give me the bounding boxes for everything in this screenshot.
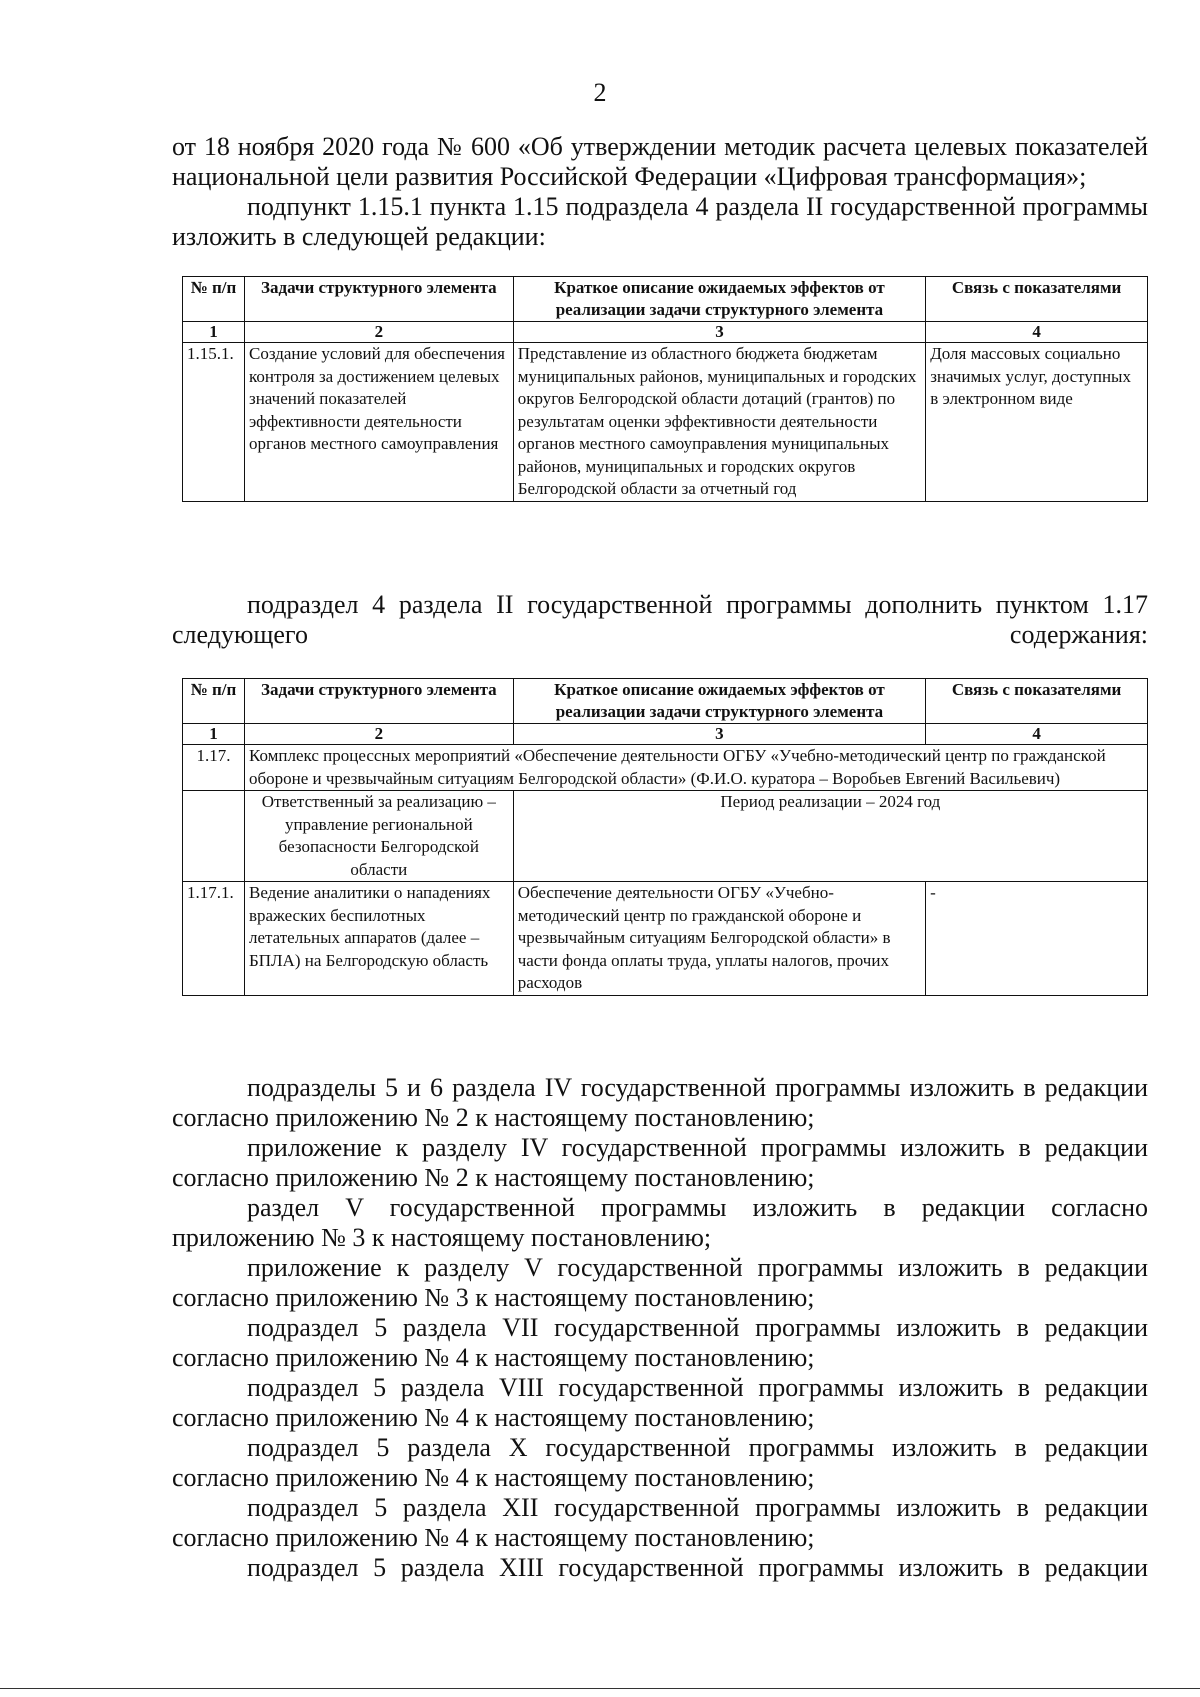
complex-row xyxy=(183,745,1148,791)
row-indicator-link: Доля массовых социально значимых услуг, доступных в электронном виде xyxy=(926,343,1148,502)
header-task: Задачи структурного элемента xyxy=(244,277,513,322)
header-effect: Краткое описание ожидаемых эффектов от реализации задачи структурного элемента xyxy=(513,679,925,724)
page-number: 2 xyxy=(593,78,607,107)
amendment-paragraph: приложение к разделу V государственной программы изложить в редакции согласно приложению № 3 к настоящему постановлению; xyxy=(172,1253,1148,1312)
column-number: 1 xyxy=(183,322,245,343)
table-header-row xyxy=(183,679,1148,724)
header-number: № п/п xyxy=(183,277,245,322)
table-header-row xyxy=(183,277,1148,322)
row-effect: Представление из областного бюджета бюджетам муниципальных районов, муниципальных и городских округов Белгородской области дотаций (грантов) по результатам оценки эффективности деятельности органов местного самоуправления муниципальных районов, муниципальных и городских округов Белгородской области за отчетный год xyxy=(513,343,925,502)
amendment-paragraph: приложение к разделу IV государственной программы изложить в редакции согласно приложению № 2 к настоящему постановлению; xyxy=(172,1133,1148,1192)
row-effect: Обеспечение деятельности ОГБУ «Учебно-методический центр по гражданской обороне и чрезвычайным ситуациям Белгородской области» в части фонда оплаты труда, уплаты налогов, прочих расходов xyxy=(513,882,925,996)
amendment-paragraph: подраздел 5 раздела VIII государственной программы изложить в редакции согласно приложению № 4 к настоящему постановлению; xyxy=(172,1373,1148,1432)
row-number: 1.15.1. xyxy=(183,343,245,502)
row-task: Ведение аналитики о нападениях вражеских беспилотных летательных аппаратов (далее – БПЛА) на Белгородскую область xyxy=(244,882,513,996)
responsible-unit: Ответственный за реализацию – управление региональной безопасности Белгородской области xyxy=(244,791,513,882)
header-effect: Краткое описание ожидаемых эффектов от реализации задачи структурного элемента xyxy=(513,277,925,322)
column-number-row xyxy=(183,322,1148,343)
paragraph-subitem-1-15-1: подпункт 1.15.1 пункта 1.15 подраздела 4 раздела II государственной программы изложить в следующей редакции: xyxy=(172,192,1148,251)
table-row xyxy=(183,882,1148,996)
row-number: 1.17.1. xyxy=(183,882,245,996)
row-indicator-link: - xyxy=(926,882,1148,996)
row-task: Создание условий для обеспечения контроля за достижением целевых значений показателей эффективности деятельности органов местного самоуправления xyxy=(244,343,513,502)
amendment-paragraph: подраздел 5 раздела X государственной программы изложить в редакции согласно приложению № 4 к настоящему постановлению; xyxy=(172,1433,1148,1492)
amendment-paragraph: подразделы 5 и 6 раздела IV государственной программы изложить в редакции согласно приложению № 2 к настоящему постановлению; xyxy=(172,1073,1148,1132)
column-number: 2 xyxy=(244,724,513,745)
amendment-paragraph: подраздел 5 раздела VII государственной программы изложить в редакции согласно приложению № 4 к настоящему постановлению; xyxy=(172,1313,1148,1372)
paragraph-add-item-1-17: подраздел 4 раздела II государственной программы дополнить пунктом 1.17 следующего содержания: xyxy=(172,590,1148,649)
column-number: 4 xyxy=(926,322,1148,343)
header-link: Связь с показателями xyxy=(926,679,1148,724)
page-bottom-edge xyxy=(0,1688,1200,1689)
complex-number: 1.17. xyxy=(183,745,245,791)
amendment-paragraph-continued: подраздел 5 раздела XIII государственной программы изложить в редакции xyxy=(247,1553,1148,1582)
column-number: 3 xyxy=(513,724,925,745)
table-subitem-1-15-1 xyxy=(182,276,1148,502)
column-number-row xyxy=(183,724,1148,745)
amendment-paragraph: раздел V государственной программы изложить в редакции согласно приложению № 3 к настоящему постановлению; xyxy=(172,1193,1148,1252)
paragraph-order-reference: от 18 ноября 2020 года № 600 «Об утверждении методик расчета целевых показателей национальной цели развития Российской Федерации «Цифровая трансформация»; xyxy=(172,132,1148,191)
amendment-paragraph: подраздел 5 раздела XII государственной программы изложить в редакции согласно приложению № 4 к настоящему постановлению; xyxy=(172,1493,1148,1552)
responsible-row xyxy=(183,791,1148,882)
implementation-period: Период реализации – 2024 год xyxy=(513,791,1147,882)
header-link: Связь с показателями xyxy=(926,277,1148,322)
complex-description: Комплекс процессных мероприятий «Обеспечение деятельности ОГБУ «Учебно-методический центр по гражданской обороне и чрезвычайным ситуациям Белгородской области» (Ф.И.О. куратора – Воробьев Евгений Васильевич) xyxy=(244,745,1147,791)
table-item-1-17 xyxy=(182,678,1148,996)
column-number: 3 xyxy=(513,322,925,343)
header-task: Задачи структурного элемента xyxy=(244,679,513,724)
table-row xyxy=(183,343,1148,502)
column-number: 4 xyxy=(926,724,1148,745)
column-number: 1 xyxy=(183,724,245,745)
column-number: 2 xyxy=(244,322,513,343)
header-number: № п/п xyxy=(183,679,245,724)
